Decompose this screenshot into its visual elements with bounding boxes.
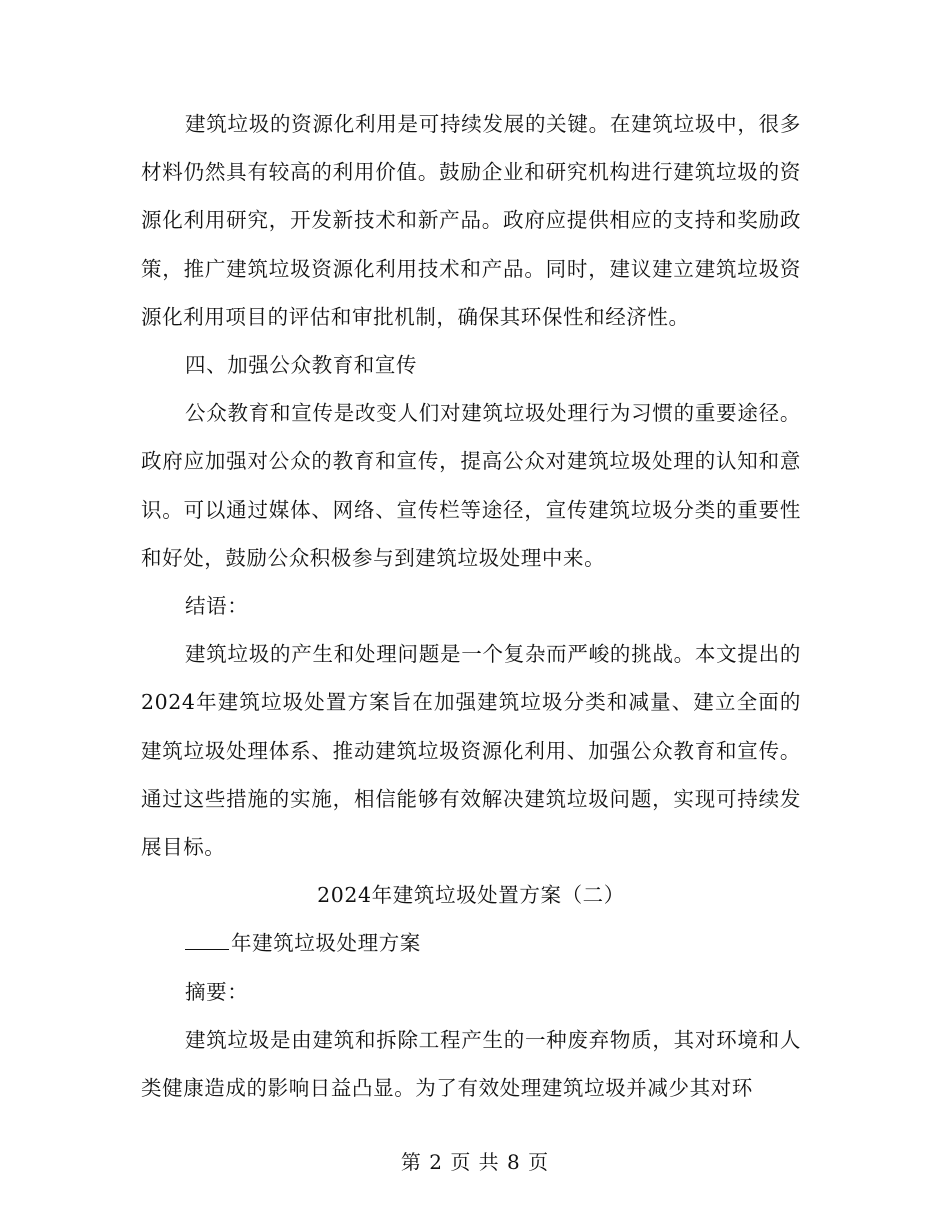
fill-in-blank [185, 931, 229, 950]
paragraph-public-education: 公众教育和宣传是改变人们对建筑垃圾处理行为习惯的重要途径。政府应加强对公众的教育和宣传，提高公众对建筑垃圾处理的认知和意识。可以通过媒体、网络、宣传栏等途径，宣传建筑垃圾分类的重要性和好处，鼓励公众积极参与到建筑垃圾处理中来。 [141, 401, 801, 570]
abstract-paragraph: 建筑垃圾是由建筑和拆除工程产生的一种废弃物质，其对环境和人类健康造成的影响日益凸显。为了有效处理建筑垃圾并减少其对环 [141, 1027, 801, 1101]
paragraph-resource-utilization: 建筑垃圾的资源化利用是可持续发展的关键。在建筑垃圾中，很多材料仍然具有较高的利用价值。鼓励企业和研究机构进行建筑垃圾的资源化利用研究，开发新技术和新产品。政府应提供相应的支持和奖励政策，推广建筑垃圾资源化利用技术和产品。同时，建议建立建筑垃圾资源化利用项目的评估和审批机制，确保其环保性和经济性。 [141, 112, 801, 329]
subtitle-line [141, 919, 801, 967]
page-footer: 第 2 页 共 8 页 [400, 1150, 550, 1174]
subtitle-text: 年建筑垃圾处理方案 [231, 931, 421, 956]
section-heading-public-education: 四、加强公众教育和宣传 [185, 353, 418, 378]
paragraph-conclusion: 建筑垃圾的产生和处理问题是一个复杂而严峻的挑战。本文提出的2024年建筑垃圾处置方案旨在加强建筑垃圾分类和减量、建立全面的建筑垃圾处理体系、推动建筑垃圾资源化利用、加强公众教育和宣传。通过这些措施的实施，相信能够有效解决建筑垃圾问题，实现可持续发展目标。 [141, 642, 801, 860]
conclusion-label: 结语： [185, 594, 249, 619]
document-body [141, 100, 801, 1112]
abstract-label: 摘要： [185, 979, 249, 1004]
section-title: 2024年建筑垃圾处置方案（二） [317, 883, 625, 908]
